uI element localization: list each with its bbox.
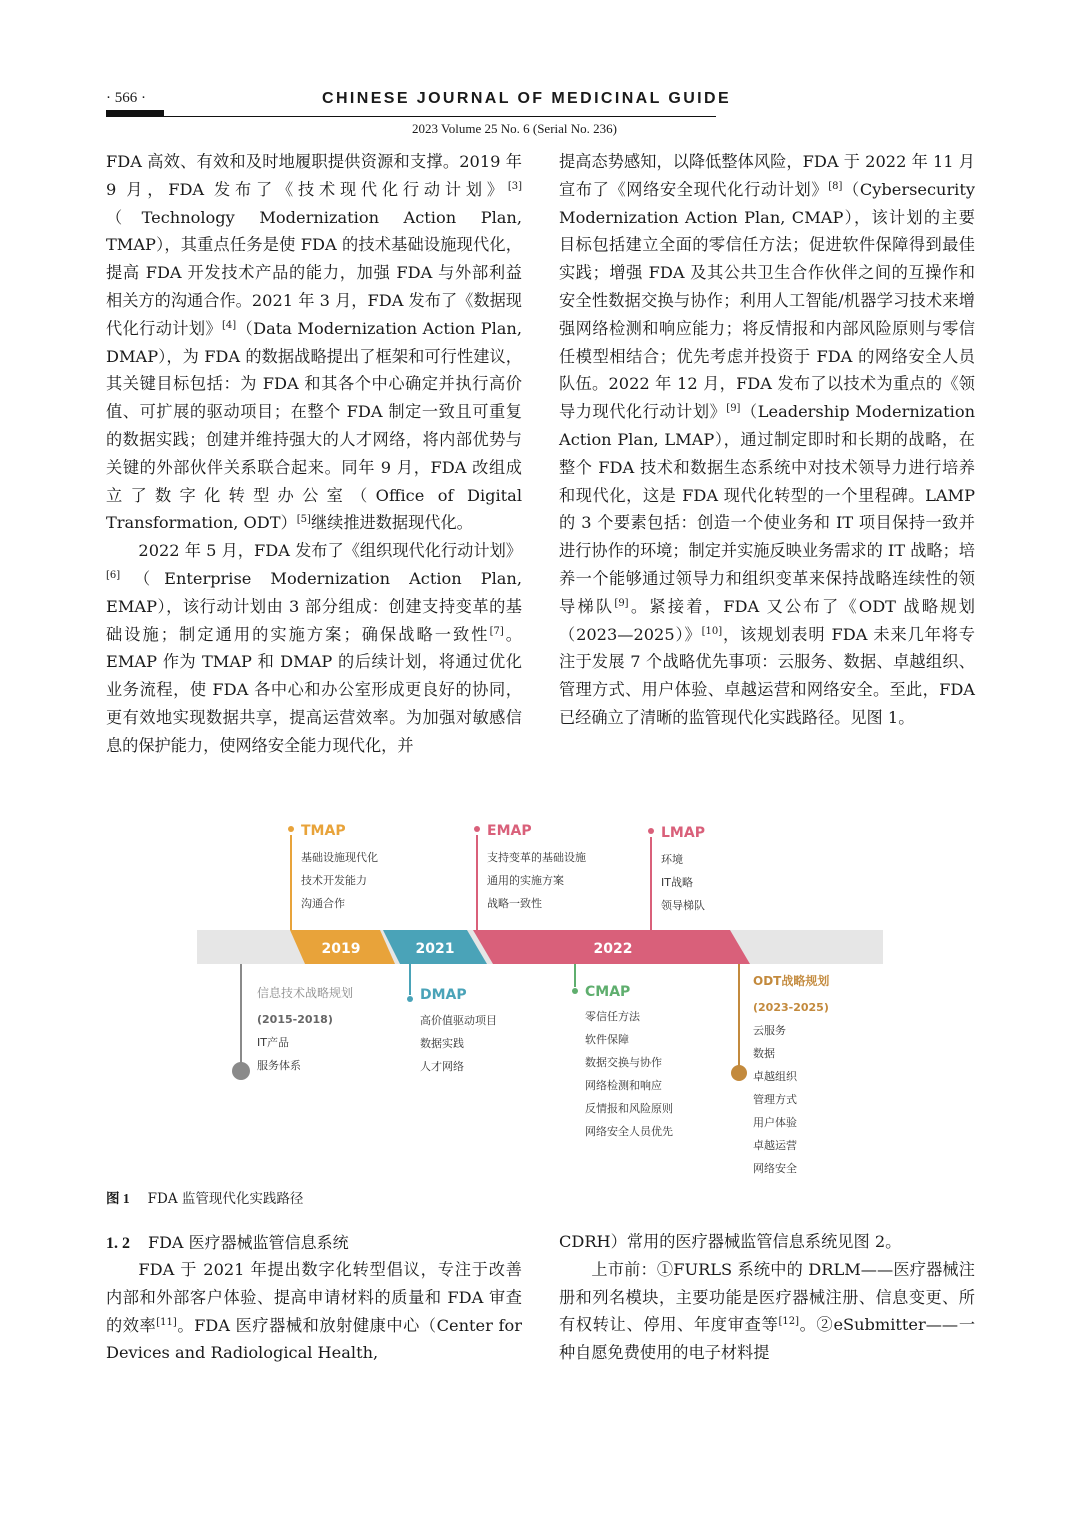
odt-marker [731, 1065, 747, 1081]
itsp-item: IT产品 [257, 1036, 289, 1049]
lmap-marker [648, 828, 654, 834]
text: 2022 年 5 月，FDA 发布了《组织现代化行动计划》 [138, 541, 522, 561]
emap-title: EMAP [487, 823, 532, 839]
section-heading [106, 1230, 349, 1253]
itsp-marker [232, 1062, 250, 1080]
left-column-lower [106, 1256, 522, 1367]
odt-item: 云服务 [753, 1024, 786, 1037]
right-column [559, 148, 975, 732]
text: 。②eSubmitter——一种自愿免费使用的电子材料提 [559, 1315, 976, 1363]
dmap-marker [407, 996, 413, 1002]
emap-item: 战略一致性 [487, 897, 542, 910]
emap-marker [474, 826, 480, 832]
odt-item: 卓越组织 [753, 1070, 797, 1083]
emap-item: 通用的实施方案 [487, 874, 564, 887]
left-column [106, 148, 522, 760]
dmap-item: 高价值驱动项目 [420, 1014, 497, 1027]
dmap-item: 数据实践 [420, 1037, 464, 1050]
odt-item: 卓越运营 [753, 1139, 797, 1152]
paragraph [106, 1256, 522, 1367]
citation[interactable]: [12] [778, 1316, 799, 1328]
issue-info: 2023 Volume 25 No. 6 (Serial No. 236) [412, 121, 617, 136]
year-2021: 2021 [415, 941, 455, 957]
odt-period: (2023-2025) [753, 1001, 829, 1014]
dmap-title: DMAP [420, 987, 467, 1003]
cmap-title: CMAP [585, 984, 631, 1000]
lmap-title: LMAP [661, 825, 705, 841]
citation[interactable]: [7] [489, 625, 504, 637]
cmap-item: 网络安全人员优先 [585, 1125, 673, 1138]
citation[interactable]: [8] [828, 180, 843, 192]
citation[interactable]: [9] [726, 403, 741, 415]
text: 。紧接着，FDA 又公布了《ODT 战略规划（2023—2025）》 [559, 596, 975, 644]
odt-item: 管理方式 [753, 1093, 797, 1106]
page-number: · 566 · [106, 90, 146, 106]
cmap-item: 软件保障 [585, 1033, 629, 1046]
lmap-item: IT战略 [661, 876, 693, 889]
citation[interactable]: [5] [296, 514, 311, 526]
text: 。EMAP 作为 TMAP 和 DMAP 的后续计划，将通过优化业务流程，使 FDA 各中心和办公室形成更良好的协同，更有效地实现数据共享，提高运营效率。为加强对敏感信息的保护能力，使网络安全能力现代化，并 [106, 624, 522, 755]
lmap-item: 领导梯队 [661, 899, 705, 912]
header-rule [106, 116, 716, 117]
itsp-item: 服务体系 [257, 1059, 301, 1072]
tmap-title: TMAP [301, 823, 346, 839]
figure-label: 图 1 [106, 1191, 130, 1206]
lmap-item: 环境 [661, 853, 683, 866]
paragraph [106, 537, 522, 759]
year-2019: 2019 [321, 941, 361, 957]
citation[interactable]: [3] [507, 180, 522, 192]
odt-title: ODT战略规划 [753, 974, 830, 988]
text: （Enterprise Modernization Action Plan, EMAP），该行动计划由 3 部分组成：创建支持变革的基础设施；制定通用的实施方案；确保战略一致性 [106, 568, 522, 644]
odt-item: 数据 [753, 1047, 775, 1060]
section-title: FDA 医疗器械监管信息系统 [148, 1233, 349, 1252]
text: （Leadership Modernization Action Plan, LMAP），通过制定即时和长期的战略，在整个 FDA 技术和数据生态系统中对技术领导力进行培养和现代化，这是 FDA 现代化转型的一个里程碑。LAMP 的 3 个要素包括：创造一个使业务和 IT 项目保持一致并进行协作的环境；制定并实施反映业务需求的 IT 战略；培养一个能够通过领导力和组织变革来保持战略连续性的领导梯队 [559, 402, 975, 616]
paragraph [559, 148, 975, 732]
citation[interactable]: [10] [701, 625, 723, 637]
tmap-marker [288, 826, 294, 832]
odt-item: 用户体验 [753, 1116, 797, 1129]
text: FDA 于 2021 年提出数字化转型倡议，专注于改善内部和外部客户体验、提高申请材料的质量和 FDA 审查的效率 [106, 1260, 522, 1335]
tmap-item: 沟通合作 [301, 897, 345, 910]
paragraph [559, 1256, 975, 1367]
citation[interactable]: [4] [221, 319, 237, 331]
text: 。FDA 医疗器械和放射健康中心（Center for Devices and Radiological Health, [106, 1315, 522, 1363]
cmap-item: 网络检测和响应 [585, 1079, 662, 1092]
tmap-item: 技术开发能力 [301, 874, 367, 887]
year-2022: 2022 [593, 941, 633, 957]
dmap-item: 人才网络 [420, 1060, 464, 1073]
cmap-item: 零信任方法 [585, 1010, 640, 1023]
right-column-lower [559, 1228, 975, 1367]
odt-item: 网络安全 [753, 1162, 797, 1175]
section-number: 1. 2 [106, 1235, 130, 1252]
cmap-marker [572, 988, 578, 994]
text: （Cybersecurity Modernization Action Plan, CMAP），该计划的主要目标包括建立全面的零信任方法；促进软件保障得到最佳实践；增强 FDA 及其公共卫生合作伙伴之间的互操作和安全性数据交换与协作；利用人工智能/机器学习技术来增强网络检测和响应能力；将反情报和内部风险原则与零信任模型相结合；优先考虑并投资于 FDA 的网络安全人员队伍。2022 年 12 月，FDA 发布了以技术为重点的《领导力现代化行动计划》 [559, 179, 976, 422]
tmap-item: 基础设施现代化 [301, 851, 378, 864]
cmap-item: 反情报和风险原则 [585, 1102, 673, 1115]
citation[interactable]: [6] [106, 569, 121, 581]
journal-title: CHINESE JOURNAL OF MEDICINAL GUIDE [322, 90, 732, 107]
emap-item: 支持变革的基础设施 [487, 851, 586, 864]
text: （Technology Modernization Action Plan, TMAP），其重点任务是使 FDA 的技术基础设施现代化，提高 FDA 开发技术产品的能力，加强 FDA 与外部利益相关方的沟通合作。2021 年 3 月，FDA 发布了《数据现代化行动计划》 [106, 207, 522, 338]
paragraph [106, 148, 522, 537]
text: FDA 高效、有效和及时地履职提供资源和支撑。2019 年 9 月，FDA 发布了《技术现代化行动计划》 [106, 152, 522, 199]
text: 继续推进数据现代化。 [310, 513, 473, 533]
figure-1-timeline [195, 815, 885, 1180]
cmap-item: 数据交换与协作 [585, 1056, 662, 1069]
figure-caption-text: FDA 监管现代化实践路径 [147, 1191, 304, 1207]
text: （Data Modernization Action Plan, DMAP），为 FDA 的数据战略提出了框架和可行性建议，其关键目标包括：为 FDA 和其各个中心确定并执行高价值、可扩展的驱动项目；在整个 FDA 制定一致且可重复的数据实践；创建并维持强大的人才网络，将内部优势与关键的外部伙伴关系联合起来。同年 9 月，FDA 改组成立了数字化转型办公室（Office of Digital Transformation, ODT） [106, 318, 523, 533]
paragraph: CDRH）常用的医疗器械监管信息系统见图 2。 [559, 1232, 902, 1251]
citation[interactable]: [9] [614, 597, 629, 609]
figure-caption [106, 1187, 303, 1207]
text: ，该规划表明 FDA 未来几年将专注于发展 7 个战略优先事项：云服务、数据、卓越组织、管理方式、用户体验、卓越运营和网络安全。至此，FDA 已经确立了清晰的监管现代化实践路径。见图 1。 [559, 624, 975, 727]
itsp-period: (2015-2018) [257, 1013, 333, 1026]
text: 上市前：①FURLS 系统中的 DRLM——医疗器械注册和列名模块，主要功能是医疗器械注册、信息变更、所有权转让、停用、年度审查等 [559, 1259, 975, 1335]
text: 提高态势感知，以降低整体风险，FDA 于 2022 年 11 月宣布了《网络安全现代化行动计划》 [559, 152, 975, 199]
citation[interactable]: [11] [156, 1316, 177, 1328]
itsp-title: 信息技术战略规划 [257, 986, 354, 1000]
